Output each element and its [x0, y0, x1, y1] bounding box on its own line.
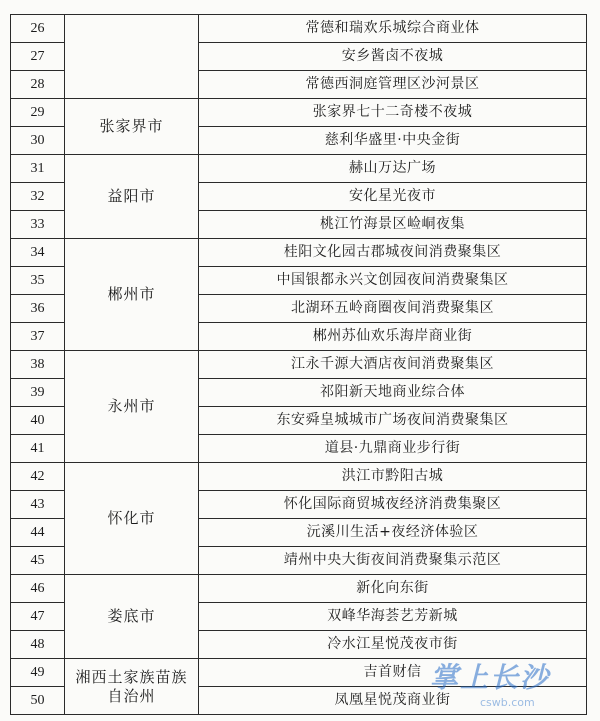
row-number: 32 [11, 183, 65, 211]
row-number: 28 [11, 71, 65, 99]
area-name: 靖州中央大街夜间消费聚集示范区 [199, 547, 587, 575]
row-number: 48 [11, 631, 65, 659]
row-number: 38 [11, 351, 65, 379]
area-name: 凤凰星悦茂商业街 [199, 687, 587, 715]
city-cell-zhangjiajie: 张家界市 [65, 99, 199, 155]
row-number: 42 [11, 463, 65, 491]
area-name: 慈利华盛里·中央金街 [199, 127, 587, 155]
table-row [11, 99, 587, 127]
city-cell-chenzhou: 郴州市 [65, 239, 199, 351]
row-number: 35 [11, 267, 65, 295]
row-number: 36 [11, 295, 65, 323]
city-cell-yiyang: 益阳市 [65, 155, 199, 239]
row-number: 49 [11, 659, 65, 687]
area-name: 祁阳新天地商业综合体 [199, 379, 587, 407]
area-name: 道县·九鼎商业步行街 [199, 435, 587, 463]
row-number: 47 [11, 603, 65, 631]
table-row [11, 351, 587, 379]
row-number: 27 [11, 43, 65, 71]
row-number: 26 [11, 15, 65, 43]
row-number: 44 [11, 519, 65, 547]
row-number: 34 [11, 239, 65, 267]
row-number: 45 [11, 547, 65, 575]
watermark-text: 掌上长沙 [430, 661, 551, 694]
row-number: 37 [11, 323, 65, 351]
area-name: 中国银都永兴文创园夜间消费聚集区 [199, 267, 587, 295]
scenic-area-table [10, 14, 587, 715]
table-row [11, 15, 587, 43]
city-name-line1: 湘西土家族苗族 [75, 667, 188, 686]
table-row [11, 463, 587, 491]
row-number: 41 [11, 435, 65, 463]
area-name: 冷水江星悦茂夜市街 [199, 631, 587, 659]
city-cell-xiangxi [65, 659, 199, 715]
city-cell-huaihua: 怀化市 [65, 463, 199, 575]
area-name: 怀化国际商贸城夜经济消费集聚区 [199, 491, 587, 519]
area-name: 桂阳文化园古郡城夜间消费聚集区 [199, 239, 587, 267]
area-name: 张家界七十二奇楼不夜城 [199, 99, 587, 127]
city-name-line2: 自治州 [107, 686, 156, 705]
row-number: 31 [11, 155, 65, 183]
area-name: 郴州苏仙欢乐海岸商业街 [199, 323, 587, 351]
row-number: 33 [11, 211, 65, 239]
row-number: 39 [11, 379, 65, 407]
area-name: 桃江竹海景区崄峒夜集 [199, 211, 587, 239]
city-cell-loudi: 娄底市 [65, 575, 199, 659]
area-name: 双峰华海荟艺芳新城 [199, 603, 587, 631]
area-name: 赫山万达广场 [199, 155, 587, 183]
table-row [11, 659, 587, 687]
area-name: 洪江市黔阳古城 [199, 463, 587, 491]
area-name: 安乡酱卤不夜城 [199, 43, 587, 71]
area-name: 沅溪川生活+夜经济体验区 [199, 519, 587, 547]
city-cell-yongzhou: 永州市 [65, 351, 199, 463]
area-name: 江永千源大酒店夜间消费聚集区 [199, 351, 587, 379]
area-name: 安化星光夜市 [199, 183, 587, 211]
area-name: 吉首财信 [199, 659, 587, 687]
row-number: 30 [11, 127, 65, 155]
city-cell-continued [65, 15, 199, 99]
row-number: 43 [11, 491, 65, 519]
row-number: 46 [11, 575, 65, 603]
area-name: 新化向东街 [199, 575, 587, 603]
area-name: 东安舜皇城城市广场夜间消费聚集区 [199, 407, 587, 435]
watermark-url: cswb.com [480, 696, 535, 709]
area-name: 常德西洞庭管理区沙河景区 [199, 71, 587, 99]
row-number: 29 [11, 99, 65, 127]
table-row [11, 155, 587, 183]
area-name: 北湖环五岭商圈夜间消费聚集区 [199, 295, 587, 323]
table-row [11, 239, 587, 267]
row-number: 50 [11, 687, 65, 715]
area-name: 常德和瑞欢乐城综合商业体 [199, 15, 587, 43]
table-row [11, 575, 587, 603]
row-number: 40 [11, 407, 65, 435]
